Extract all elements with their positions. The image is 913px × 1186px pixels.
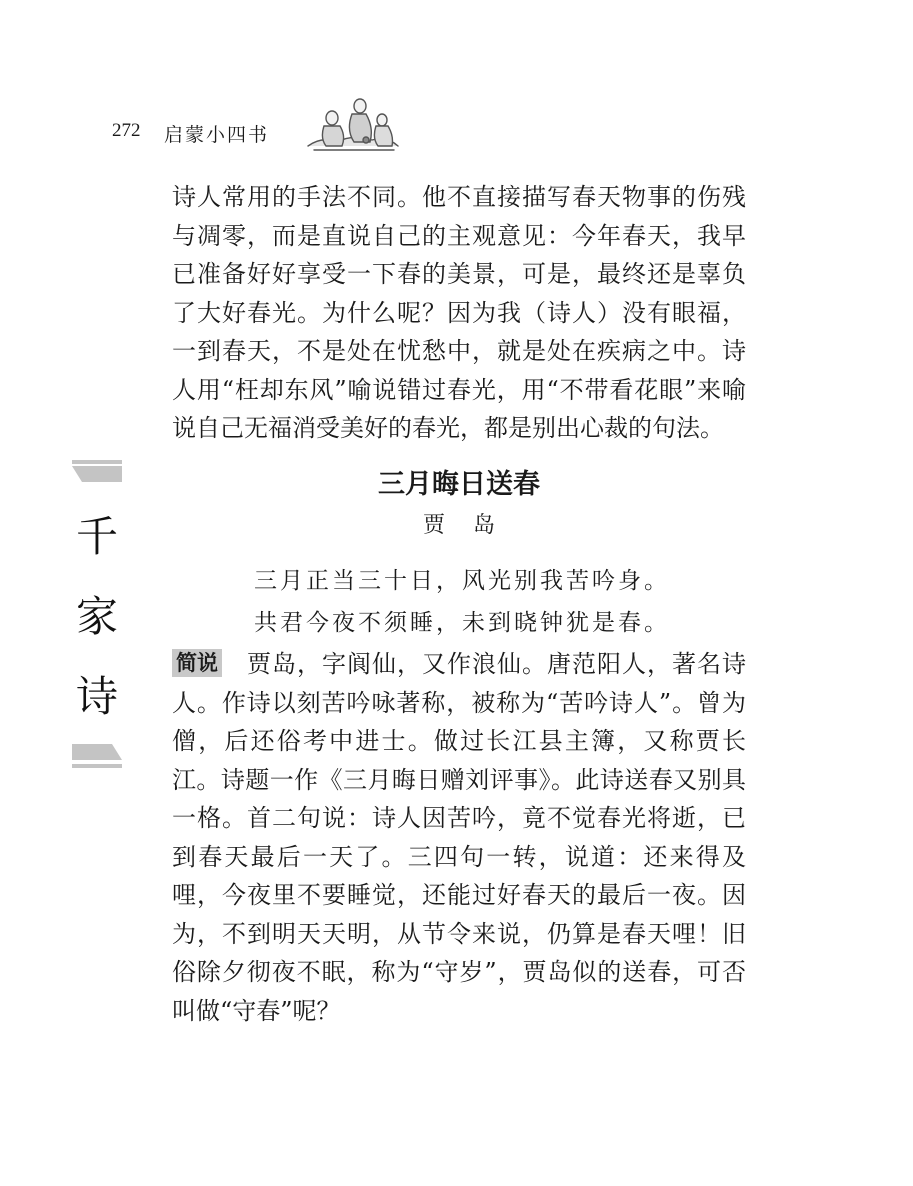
poem-line: 三月正当三十日，风光别我苦吟身。 xyxy=(254,568,670,594)
side-tab-char: 千 xyxy=(75,512,118,561)
poem-title: 三月晦日送春 xyxy=(378,469,540,500)
poem-author: 贾岛 xyxy=(422,513,523,538)
side-tab-bottom-wedge xyxy=(72,740,122,760)
section-side-tab xyxy=(72,460,122,768)
commentary-paragraph xyxy=(172,645,746,1030)
side-tab-top-wedge xyxy=(72,466,122,486)
page-number: 272 xyxy=(112,120,141,141)
commentary-text: 贾岛，字阆仙，又作浪仙。唐范阳人，著名诗人。作诗以刻苦吟咏著称，被称为“苦吟诗人”。曾为僧，后还俗考中进士。做过长江县主簿，又称贾长江。诗题一作《三月晦日赠刘评事》。此诗送春又别具一格。首二句说：诗人因苦吟，竟不觉春光将逝，已到春天最后一天了。三四句一转，说道：还来得及哩，今夜里不要睡觉，还能过好春天的最后一夜。因为，不到明天天明，从节令来说，仍算是春天哩！旧俗除夕彻夜不眠，称为“守岁”，贾岛似的送春，可否叫做“守春”呢？ xyxy=(172,650,746,1025)
commentary-label: 简说 xyxy=(172,649,222,677)
side-tab-top-bar xyxy=(72,460,122,464)
poem-line: 共君今夜不须睡，未到晓钟犹是春。 xyxy=(254,610,670,636)
side-tab-char: 诗 xyxy=(75,672,118,721)
intro-paragraph: 诗人常用的手法不同。他不直接描写春天物事的伤残与凋零，而是直说自己的主观意见：今年春天，我早已准备好好享受一下春的美景，可是，最终还是辜负了大好春光。为什么呢？因为我（诗人）没有眼福，一到春天，不是处在忧愁中，就是处在疾病之中。诗人用“枉却东风”喻说错过春光，用“不带看花眼”来喻说自己无福消受美好的春光，都是别出心裁的句法。 xyxy=(172,183,746,442)
book-title: 启蒙小四书 xyxy=(164,124,270,146)
header-illustration xyxy=(302,96,402,158)
side-tab-bottom-bar xyxy=(72,764,122,768)
side-tab-char: 家 xyxy=(75,592,118,641)
